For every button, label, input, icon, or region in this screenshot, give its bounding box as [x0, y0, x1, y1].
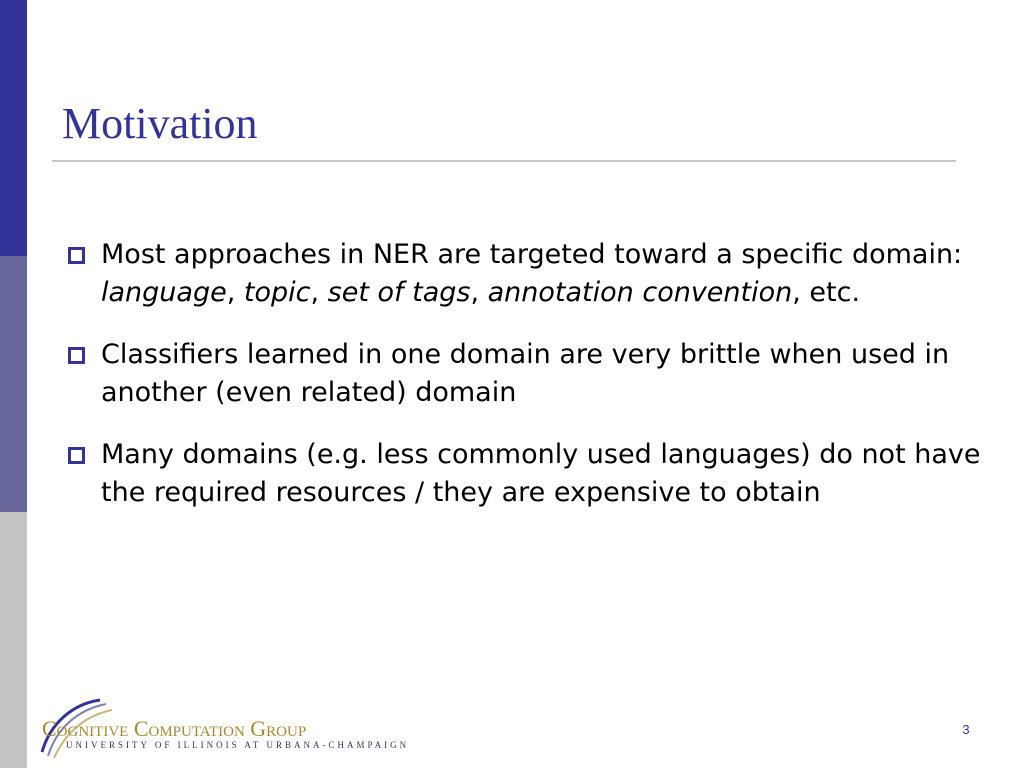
logo-name: Cognitive Computation Group	[42, 716, 307, 741]
bullet-item	[62, 436, 982, 512]
bullet-emphasis: language	[101, 277, 227, 308]
slide-title: Motivation	[62, 99, 258, 148]
bullet-segment: ,	[226, 277, 244, 308]
bullet-segment: Classifiers learned in one domain are very brittle when used in another (even related) domain	[101, 339, 950, 408]
square-bullet-icon	[68, 247, 85, 264]
bullet-emphasis: topic	[243, 277, 311, 308]
bullet-item	[62, 336, 982, 412]
bullet-list	[62, 236, 982, 536]
square-bullet-icon	[68, 347, 85, 364]
left-stripe-middle	[0, 256, 27, 512]
title-divider	[52, 160, 956, 162]
page-number: 3	[962, 722, 970, 737]
bullet-text	[101, 239, 962, 308]
bullet-text	[101, 439, 981, 508]
bullet-segment: Many domains (e.g. less commonly used languages) do not have the required resources / they are expensive to obtain	[101, 439, 981, 508]
bullet-segment: ,	[470, 277, 488, 308]
left-stripe-top	[0, 0, 27, 256]
bullet-segment: Most approaches in NER are targeted toward a specific domain:	[101, 239, 963, 270]
group-logo	[36, 696, 410, 760]
bullet-segment: ,	[310, 277, 328, 308]
logo-subtitle: UNIVERSITY OF ILLINOIS AT URBANA-CHAMPAIGN	[66, 740, 410, 750]
square-bullet-icon	[68, 447, 85, 464]
bullet-emphasis: set of tags	[327, 277, 471, 308]
bullet-item	[62, 236, 982, 312]
left-stripe-bottom	[0, 512, 27, 768]
bullet-emphasis: annotation convention	[487, 277, 793, 308]
bullet-segment: , etc.	[792, 277, 861, 308]
bullet-text	[101, 339, 949, 408]
